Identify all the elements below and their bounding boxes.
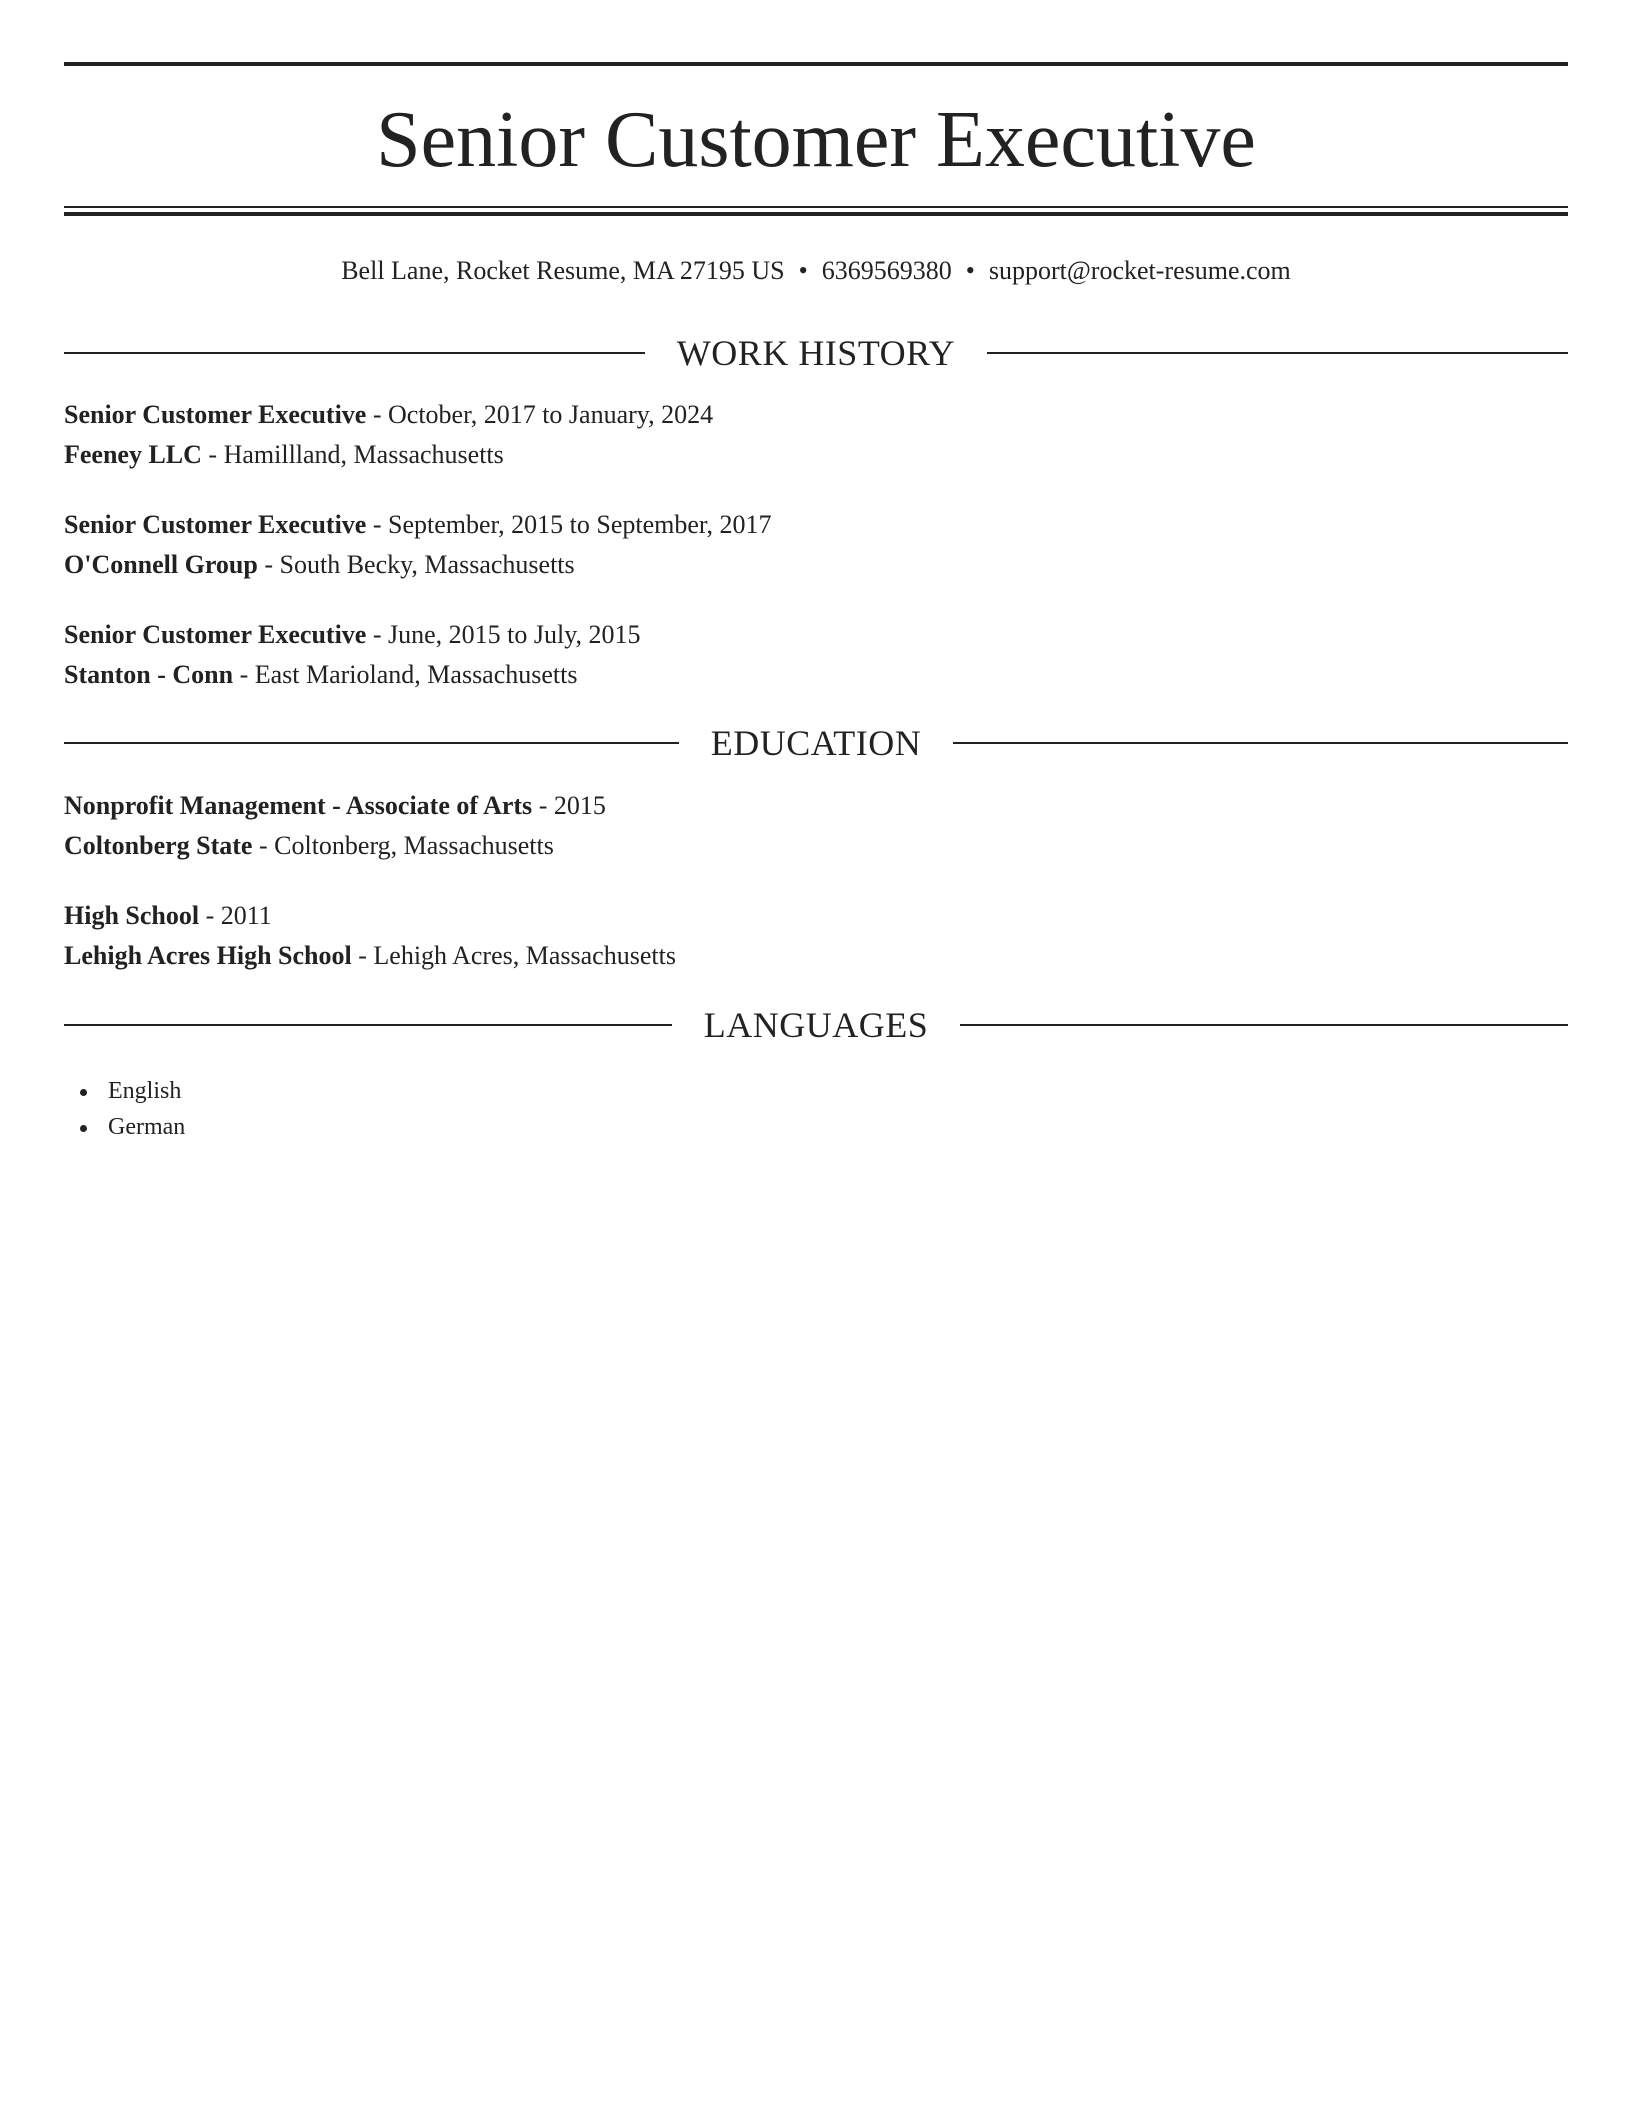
job-location: - South Becky, Massachusetts [257,550,575,579]
education-school-line [64,828,1568,864]
job-location: - Hamillland, Massachusetts [201,440,504,469]
job-employer-line [64,547,1568,583]
job-dates: - June, 2015 to July, 2015 [366,620,641,649]
language-item: German [64,1109,185,1145]
section-rule-left [64,352,645,354]
resume-title: Senior Customer Executive [376,96,1256,184]
job-title: Senior Customer Executive [64,620,367,649]
section-rule-right [953,742,1568,744]
contact-email: support@rocket-resume.com [988,256,1291,285]
job-employer: Stanton - Conn [64,660,234,689]
education-degree: High School [64,901,200,930]
section-rule-left [64,742,679,744]
education-year: - 2011 [199,901,272,930]
education-school-line [64,938,1568,974]
header-double-rule-lower [64,212,1568,216]
contact-address: Bell Lane, Rocket Resume, MA 27195 US [341,256,785,285]
job-location: - East Marioland, Massachusetts [233,660,578,689]
section-header-education [64,721,1568,765]
section-header-languages [64,1003,1568,1047]
education-location: - Coltonberg, Massachusetts [252,831,554,860]
job-title: Senior Customer Executive [64,510,367,539]
education-location: - Lehigh Acres, Massachusetts [351,941,676,970]
job-employer-line [64,437,1568,473]
section-rule-right [987,352,1568,354]
job-dates: - September, 2015 to September, 2017 [366,510,772,539]
job-employer-line [64,657,1568,693]
job-employer: Feeney LLC [64,440,202,469]
job-title-line [64,507,1568,543]
education-degree-line [64,788,1568,824]
contact-separator: • [965,256,975,285]
section-header-work-history [64,331,1568,375]
job-employer: O'Connell Group [64,550,258,579]
education-degree-line [64,898,1568,934]
language-item: English [64,1073,185,1109]
job-title-line [64,617,1568,653]
contact-separator: • [798,256,808,285]
section-rule-left [64,1024,672,1026]
education-school: Lehigh Acres High School [64,941,352,970]
job-dates: - October, 2017 to January, 2024 [366,400,714,429]
section-rule-right [960,1024,1568,1026]
education-school: Coltonberg State [64,831,253,860]
contact-phone: 6369569380 [821,256,952,285]
section-heading: WORK HISTORY [676,333,956,373]
job-title: Senior Customer Executive [64,400,367,429]
languages-list [64,1073,185,1145]
education-year: - 2015 [532,791,606,820]
header-top-rule [64,62,1568,66]
education-degree: Nonprofit Management - Associate of Arts [64,791,533,820]
section-heading: EDUCATION [710,723,922,763]
header-double-rule-upper [64,206,1568,208]
job-title-line [64,397,1568,433]
section-heading: LANGUAGES [703,1005,929,1045]
contact-line [64,253,1568,289]
